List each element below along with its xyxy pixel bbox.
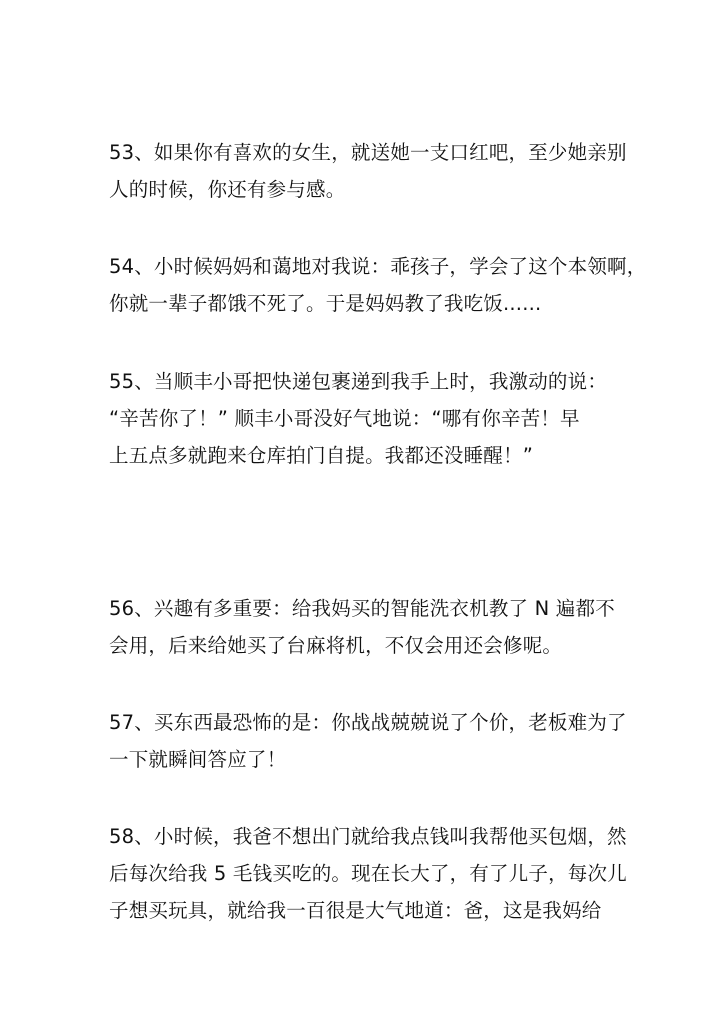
joke-paragraph-57 (109, 704, 629, 778)
text-line: 53、如果你有喜欢的女生，就送她一支口红吧，至少她亲别 (109, 141, 627, 164)
text-line: 后每次给我 5 毛钱买吃的。现在长大了，有了儿子，每次儿 (109, 862, 627, 885)
text-line: 55、当顺丰小哥把快递包裹递到我手上时，我激动的说： (109, 370, 608, 393)
text-line: 57、买东西最恐怖的是：你战战兢兢说了个价，老板难为了 (109, 711, 627, 734)
joke-paragraph-55 (109, 363, 629, 474)
joke-paragraph-53 (109, 134, 629, 208)
text-line: 人的时候，你还有参与感。 (109, 178, 346, 201)
text-line: 子想买玩具，就给我一百很是大气地道：爸，这是我妈给 (109, 899, 602, 922)
text-line: 56、兴趣有多重要：给我妈买的智能洗衣机教了 N 遍都不 (109, 597, 615, 620)
text-line: “辛苦你了！” 顺丰小哥没好气地说：“哪有你辛苦！早 (109, 407, 580, 430)
joke-paragraph-58 (109, 818, 629, 929)
text-line: 上五点多就跑来仓库拍门自提。我都还没睡醒！” (109, 444, 534, 467)
joke-paragraph-56 (109, 590, 629, 664)
text-line: 58、小时候，我爸不想出门就给我点钱叫我帮他买包烟，然 (109, 825, 627, 848)
text-line: 会用，后来给她买了台麻将机，不仅会用还会修呢。 (109, 634, 563, 657)
joke-paragraph-54 (109, 248, 647, 322)
text-line: 你就一辈子都饿不死了。于是妈妈教了我吃饭...... (109, 292, 542, 315)
text-line: 54、小时候妈妈和蔼地对我说：乖孩子，学会了这个本领啊， (109, 255, 647, 278)
text-line: 一下就瞬间答应了！ (109, 748, 287, 771)
